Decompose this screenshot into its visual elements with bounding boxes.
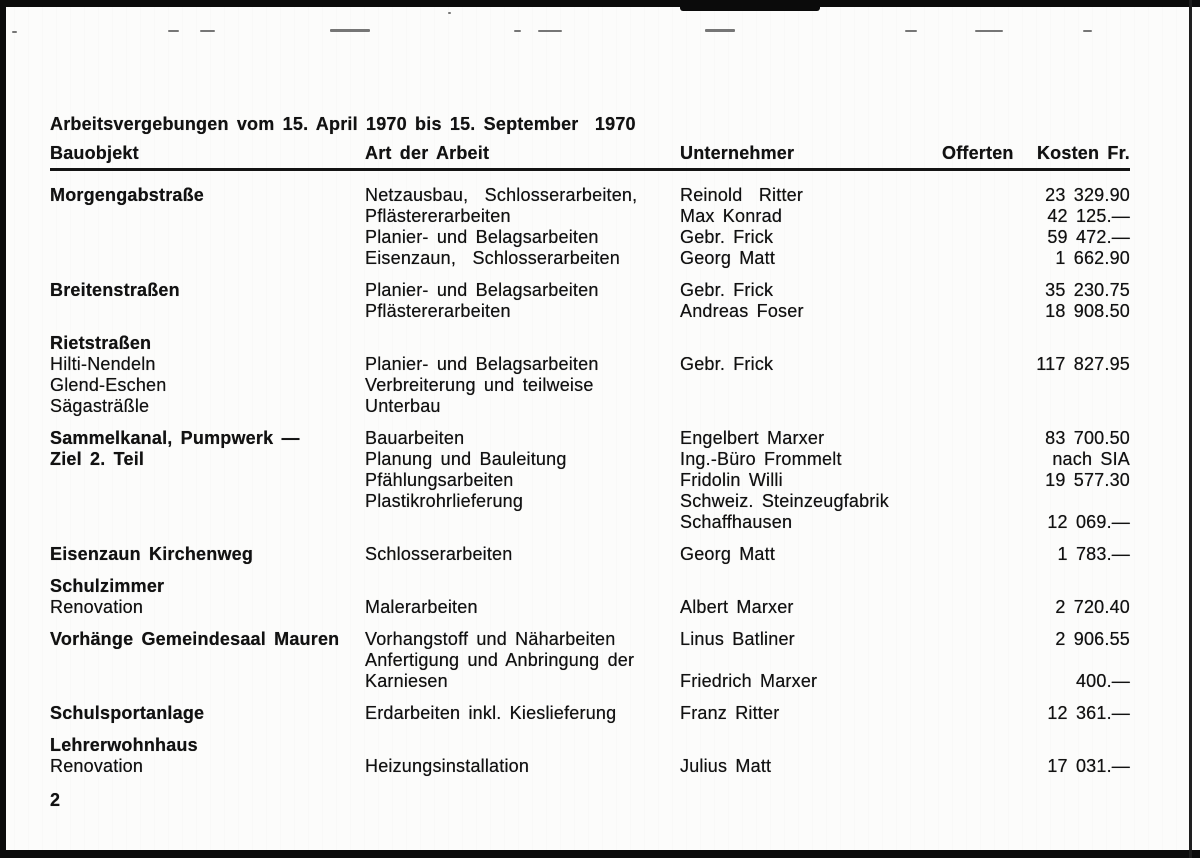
table-row xyxy=(50,375,1130,396)
cell-unternehmer: Linus Batliner xyxy=(680,629,795,649)
cell-bauobjekt: Breitenstraßen xyxy=(50,280,180,300)
table-row xyxy=(50,354,1130,375)
cell-art: Heizungsinstallation xyxy=(365,756,530,776)
cell-kosten xyxy=(942,491,1130,512)
table-row xyxy=(50,650,1130,671)
table-row xyxy=(50,544,1130,565)
cell-bauobjekt: Morgengabstraße xyxy=(50,185,205,205)
cell-unternehmer xyxy=(680,576,942,597)
table-row xyxy=(50,396,1130,417)
cell-art: Schlosserarbeiten xyxy=(365,544,513,564)
cell-kosten: 19 577.30 xyxy=(1045,470,1130,490)
cell-kosten: nach SIA xyxy=(1052,449,1130,469)
header-bauobjekt: Bauobjekt xyxy=(50,143,139,163)
cell-bauobjekt xyxy=(50,671,365,692)
scan-edge-left xyxy=(0,0,6,858)
table-row xyxy=(50,280,1130,301)
cell-kosten: 35 230.75 xyxy=(1045,280,1130,300)
cell-kosten: 1 783.— xyxy=(1057,544,1130,564)
cell-art: Planier- und Belagsarbeiten xyxy=(365,227,599,247)
cell-unternehmer: Andreas Foser xyxy=(680,301,804,321)
cell-bauobjekt: Sägasträßle xyxy=(50,396,150,416)
cell-art: Planier- und Belagsarbeiten xyxy=(365,354,599,374)
cell-kosten: 400.— xyxy=(1075,671,1130,691)
table-block xyxy=(50,185,1130,269)
cell-bauobjekt xyxy=(50,650,365,671)
table-block xyxy=(50,280,1130,322)
cell-art: Unterbau xyxy=(365,396,441,416)
cell-bauobjekt xyxy=(50,301,365,322)
table-block xyxy=(50,428,1130,533)
cell-unternehmer xyxy=(680,735,942,756)
header-offerten: Offerten xyxy=(942,143,1014,163)
cell-bauobjekt: Schulsportanlage xyxy=(50,703,205,723)
cell-kosten xyxy=(942,333,1130,354)
cell-unternehmer xyxy=(680,333,942,354)
cell-bauobjekt: Eisenzaun Kirchenweg xyxy=(50,544,254,564)
table-header-row xyxy=(50,143,1130,164)
cell-kosten xyxy=(942,396,1130,417)
cell-bauobjekt: Lehrerwohnhaus xyxy=(50,735,198,755)
cell-unternehmer xyxy=(680,375,942,396)
table-row xyxy=(50,248,1130,269)
cell-art: Eisenzaun, Schlosserarbeiten xyxy=(365,248,620,268)
cell-kosten: 18 908.50 xyxy=(1045,301,1130,321)
cell-unternehmer: Max Konrad xyxy=(680,206,783,226)
cell-kosten: 2 720.40 xyxy=(1055,597,1130,617)
table-row xyxy=(50,756,1130,777)
table-row xyxy=(50,227,1130,248)
cell-art: Karniesen xyxy=(365,671,448,691)
cell-unternehmer xyxy=(680,396,942,417)
cell-kosten: 2 906.55 xyxy=(1055,629,1130,649)
cell-bauobjekt xyxy=(50,206,365,227)
table-row xyxy=(50,301,1130,322)
scan-edge-right xyxy=(1189,0,1192,858)
cell-unternehmer: Friedrich Marxer xyxy=(680,671,818,691)
cell-unternehmer: Ing.-Büro Frommelt xyxy=(680,449,842,469)
table-block xyxy=(50,703,1130,724)
cell-art: Erdarbeiten inkl. Kieslieferung xyxy=(365,703,617,723)
cell-art: Pfählungsarbeiten xyxy=(365,470,514,490)
cell-art xyxy=(365,512,680,533)
cell-unternehmer: Franz Ritter xyxy=(680,703,780,723)
header-right-group xyxy=(942,143,1130,164)
cell-art: Planier- und Belagsarbeiten xyxy=(365,280,599,300)
table-row xyxy=(50,703,1130,724)
table-row xyxy=(50,333,1130,354)
table-row xyxy=(50,185,1130,206)
cell-bauobjekt: Schulzimmer xyxy=(50,576,165,596)
cell-art: Netzausbau, Schlosserarbeiten, xyxy=(365,185,638,205)
cell-bauobjekt xyxy=(50,470,365,491)
cell-kosten: 1 662.90 xyxy=(1055,248,1130,268)
cell-bauobjekt: Sammelkanal, Pumpwerk — xyxy=(50,428,300,448)
table-block xyxy=(50,576,1130,618)
cell-kosten: 42 125.— xyxy=(1047,206,1130,226)
cell-unternehmer: Gebr. Frick xyxy=(680,354,774,374)
table-row xyxy=(50,206,1130,227)
cell-kosten: 117 827.95 xyxy=(1036,354,1130,374)
cell-art xyxy=(365,576,680,597)
document-title: Arbeitsvergebungen vom 15. April 1970 bis 15. September 1970 xyxy=(50,114,636,134)
cell-unternehmer: Engelbert Marxer xyxy=(680,428,825,448)
cell-bauobjekt xyxy=(50,248,365,269)
page-number: 2 xyxy=(50,790,61,810)
cell-art: Bauarbeiten xyxy=(365,428,465,448)
cell-kosten: 12 361.— xyxy=(1047,703,1130,723)
cell-art: Verbreiterung und teilweise xyxy=(365,375,594,395)
cell-bauobjekt: Renovation xyxy=(50,756,144,776)
cell-kosten xyxy=(942,650,1130,671)
cell-art: Malerarbeiten xyxy=(365,597,478,617)
cell-bauobjekt xyxy=(50,512,365,533)
cell-bauobjekt xyxy=(50,491,365,512)
cell-art xyxy=(365,735,680,756)
cell-kosten: 59 472.— xyxy=(1047,227,1130,247)
table-block xyxy=(50,629,1130,692)
cell-art: Vorhangstoff und Näharbeiten xyxy=(365,629,616,649)
table-row xyxy=(50,629,1130,650)
cell-bauobjekt: Vorhänge Gemeindesaal Mauren xyxy=(50,629,340,649)
scan-artifact xyxy=(12,31,17,33)
cell-unternehmer: Gebr. Frick xyxy=(680,227,774,247)
header-rule xyxy=(50,168,1130,171)
table-block xyxy=(50,544,1130,565)
table-row xyxy=(50,597,1130,618)
table-row xyxy=(50,671,1130,692)
cell-unternehmer: Schaffhausen xyxy=(680,512,793,532)
cell-kosten xyxy=(942,375,1130,396)
header-kosten: Kosten Fr. xyxy=(1036,143,1130,163)
table-body xyxy=(50,185,1130,777)
cell-kosten: 12 069.— xyxy=(1047,512,1130,532)
cell-kosten: 23 329.90 xyxy=(1045,185,1130,205)
header-unternehmer: Unternehmer xyxy=(680,143,795,163)
cell-bauobjekt xyxy=(50,227,365,248)
cell-art: Plastikrohrlieferung xyxy=(365,491,524,511)
cell-unternehmer: Schweiz. Steinzeugfabrik xyxy=(680,491,889,511)
cell-bauobjekt: Renovation xyxy=(50,597,144,617)
cell-art: Anfertigung und Anbringung der xyxy=(365,650,635,670)
cell-kosten xyxy=(942,735,1130,756)
table-row xyxy=(50,449,1130,470)
table-block xyxy=(50,735,1130,777)
table-row xyxy=(50,428,1130,449)
table-row xyxy=(50,735,1130,756)
header-art: Art der Arbeit xyxy=(365,143,490,163)
cell-bauobjekt: Glend-Eschen xyxy=(50,375,167,395)
cell-art: Pflästererarbeiten xyxy=(365,206,511,226)
cell-bauobjekt: Hilti-Nendeln xyxy=(50,354,156,374)
table-row xyxy=(50,491,1130,512)
table-row xyxy=(50,512,1130,533)
cell-unternehmer xyxy=(680,650,942,671)
cell-unternehmer: Gebr. Frick xyxy=(680,280,774,300)
cell-kosten xyxy=(942,576,1130,597)
cell-unternehmer: Georg Matt xyxy=(680,544,776,564)
cell-bauobjekt: Ziel 2. Teil xyxy=(50,449,145,469)
table-row xyxy=(50,576,1130,597)
document-content xyxy=(50,0,1130,811)
table-row xyxy=(50,470,1130,491)
cell-unternehmer: Fridolin Willi xyxy=(680,470,783,490)
cell-unternehmer: Reinold Ritter xyxy=(680,185,804,205)
cell-unternehmer: Georg Matt xyxy=(680,248,776,268)
scan-edge-bottom xyxy=(0,850,1200,858)
cell-unternehmer: Julius Matt xyxy=(680,756,772,776)
cell-unternehmer: Albert Marxer xyxy=(680,597,794,617)
cell-kosten: 17 031.— xyxy=(1047,756,1130,776)
cell-art: Planung und Bauleitung xyxy=(365,449,567,469)
cell-bauobjekt: Rietstraßen xyxy=(50,333,152,353)
cell-art: Pflästererarbeiten xyxy=(365,301,511,321)
cell-art xyxy=(365,333,680,354)
cell-kosten: 83 700.50 xyxy=(1045,428,1130,448)
table-block xyxy=(50,333,1130,417)
